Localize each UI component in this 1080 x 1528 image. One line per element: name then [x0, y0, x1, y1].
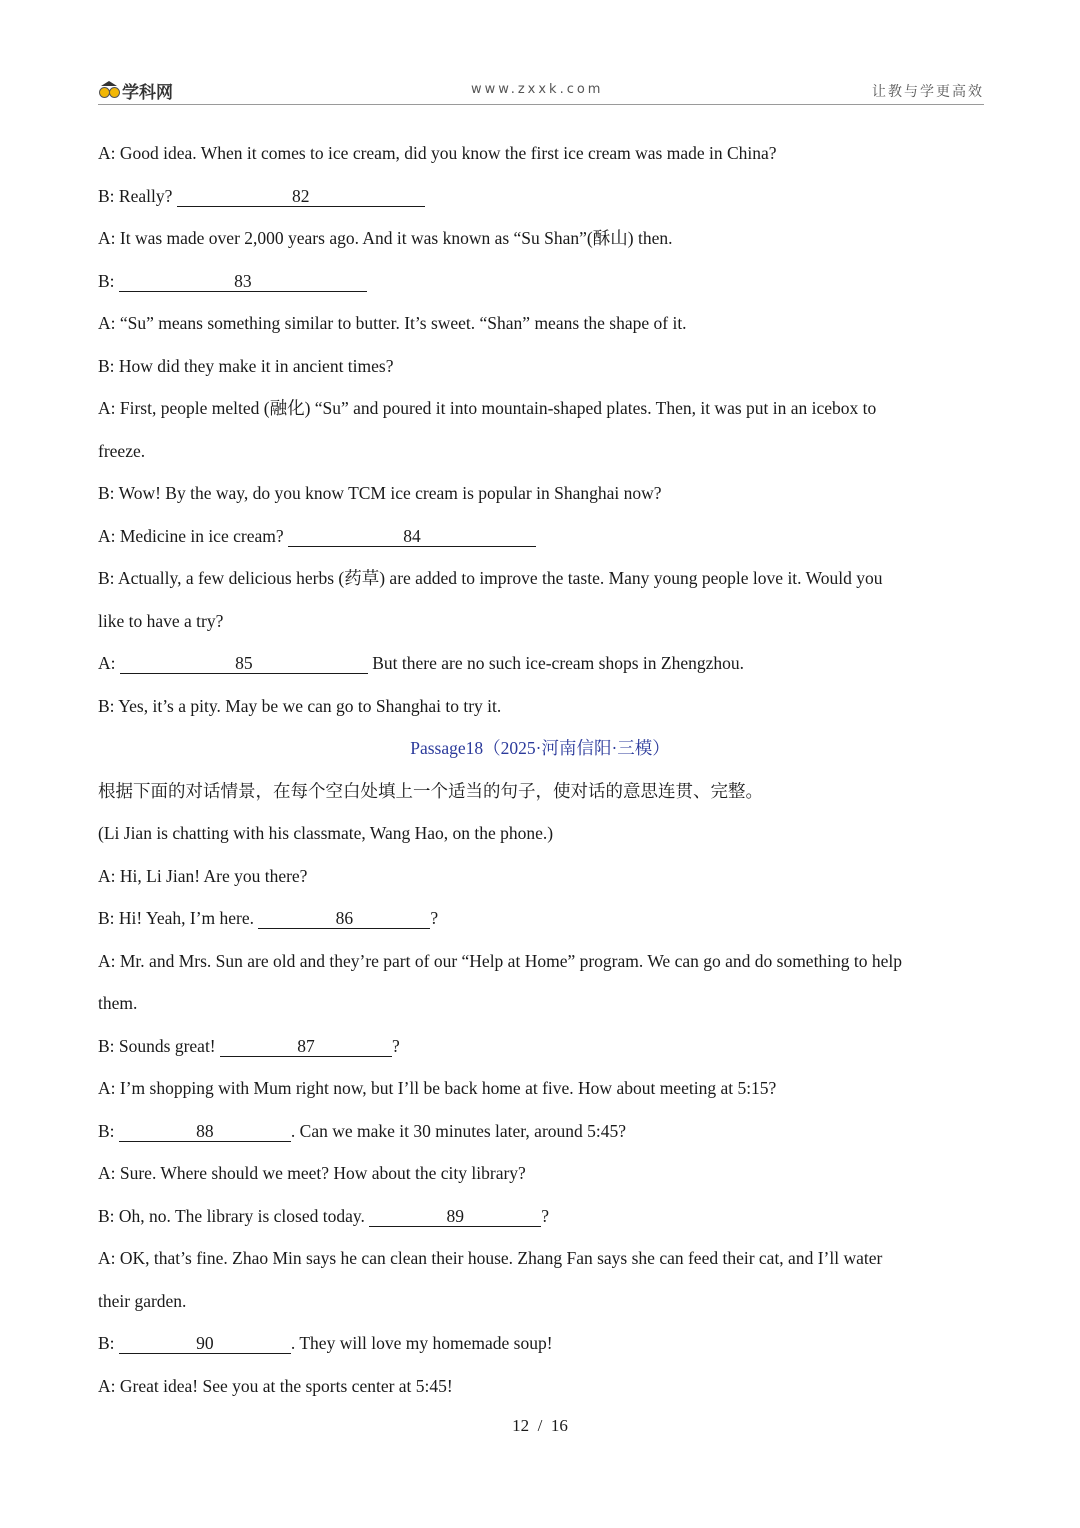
- dialogue-line: [98, 185, 425, 207]
- page-total: 16: [550, 1416, 568, 1435]
- line-text: ?: [541, 1206, 549, 1226]
- page-number: [0, 1416, 1080, 1436]
- dialogue-line: [98, 1120, 626, 1142]
- blank-82: 82: [177, 186, 425, 207]
- page-separator: /: [537, 1416, 543, 1435]
- line-text: B: Hi! Yeah, I’m here.: [98, 908, 259, 928]
- dialogue-line: A: Hi, Li Jian! Are you there?: [98, 866, 308, 886]
- dialogue-line: A: OK, that’s fine. Zhao Min says he can clean their house. Zhang Fan says she can feed their cat, and I’ll water: [98, 1248, 883, 1268]
- blank-84: 84: [288, 526, 536, 547]
- line-text: B:: [98, 1333, 119, 1353]
- line-text: A: Medicine in ice cream?: [98, 526, 288, 546]
- line-text: B: Sounds great!: [98, 1036, 221, 1056]
- line-text: B:: [98, 271, 119, 291]
- line-text: B: Really?: [98, 186, 177, 206]
- line-text: ?: [430, 908, 439, 928]
- instruction-text: 根据下面的对话情景，在每个空白处填上一个适当的句子，使对话的意思连贯、完整。: [98, 781, 763, 801]
- dialogue-line: them.: [98, 993, 138, 1013]
- line-text: B: Oh, no. The library is closed today.: [98, 1206, 370, 1226]
- page-header: [98, 76, 984, 105]
- dialogue-line: A: Good idea. When it comes to ice cream, did you know the first ice cream was made in China?: [98, 143, 777, 163]
- dialogue-line: A: Great idea! See you at the sports center at 5:45!: [98, 1376, 453, 1396]
- line-text: But there are no such ice-cream shops in Zhengzhou.: [372, 653, 744, 673]
- logo-owl-icon: [98, 84, 120, 98]
- blank-90: 90: [119, 1333, 291, 1354]
- dialogue-line: B: How did they make it in ancient times?: [98, 356, 394, 376]
- line-text: B:: [98, 1121, 119, 1141]
- dialogue-line: B: Yes, it’s a pity. May be we can go to Shanghai to try it.: [98, 696, 502, 716]
- logo: [98, 78, 173, 103]
- dialogue-line: A: Sure. Where should we meet? How about the city library?: [98, 1163, 526, 1183]
- blank-89: 89: [369, 1206, 541, 1227]
- site-url: www.zxxk.com: [471, 82, 604, 97]
- dialogue-line: A: “Su” means something similar to butter. It’s sweet. “Shan” means the shape of it.: [98, 313, 687, 333]
- dialogue-line: B: Wow! By the way, do you know TCM ice cream is popular in Shanghai now?: [98, 483, 662, 503]
- dialogue-line: [98, 652, 744, 674]
- line-text: A:: [98, 653, 120, 673]
- scene-description: (Li Jian is chatting with his classmate, Wang Hao, on the phone.): [98, 823, 554, 843]
- dialogue-line: A: Mr. and Mrs. Sun are old and they’re part of our “Help at Home” program. We can go and do something to help: [98, 951, 903, 971]
- dialogue-line: [98, 907, 438, 929]
- dialogue-line: A: It was made over 2,000 years ago. And it was known as “Su Shan”(酥山) then.: [98, 228, 673, 248]
- dialogue-line: [98, 1205, 549, 1227]
- dialogue-line: their garden.: [98, 1291, 187, 1311]
- blank-87: 87: [220, 1036, 392, 1057]
- dialogue-line: [98, 1035, 400, 1057]
- dialogue-line: A: I’m shopping with Mum right now, but I’ll be back home at five. How about meeting at 5:15?: [98, 1078, 777, 1098]
- blank-88: 88: [119, 1121, 291, 1142]
- dialogue-line: B: Actually, a few delicious herbs (药草) are added to improve the taste. Many young people love it. Would you: [98, 568, 883, 588]
- dialogue-line: [98, 1332, 553, 1354]
- line-text: ?: [392, 1036, 400, 1056]
- dialogue-line: like to have a try?: [98, 611, 224, 631]
- dialogue-line: [98, 270, 367, 292]
- slogan: 让教与学更高效: [872, 84, 984, 100]
- dialogue-line: A: First, people melted (融化) “Su” and poured it into mountain-shaped plates. Then, it was put in an icebox to: [98, 398, 877, 418]
- dialogue-line: [98, 525, 536, 547]
- line-text: . Can we make it 30 minutes later, around 5:45?: [290, 1121, 627, 1141]
- page-current: 12: [512, 1416, 530, 1435]
- passage-title: Passage18（2025·河南信阳·三模）: [410, 738, 670, 758]
- line-text: . They will love my homemade soup!: [290, 1333, 553, 1353]
- blank-85: 85: [120, 653, 368, 674]
- blank-83: 83: [119, 271, 367, 292]
- blank-86: 86: [258, 908, 430, 929]
- logo-text: 学科网: [122, 83, 173, 103]
- dialogue-line: freeze.: [98, 441, 146, 461]
